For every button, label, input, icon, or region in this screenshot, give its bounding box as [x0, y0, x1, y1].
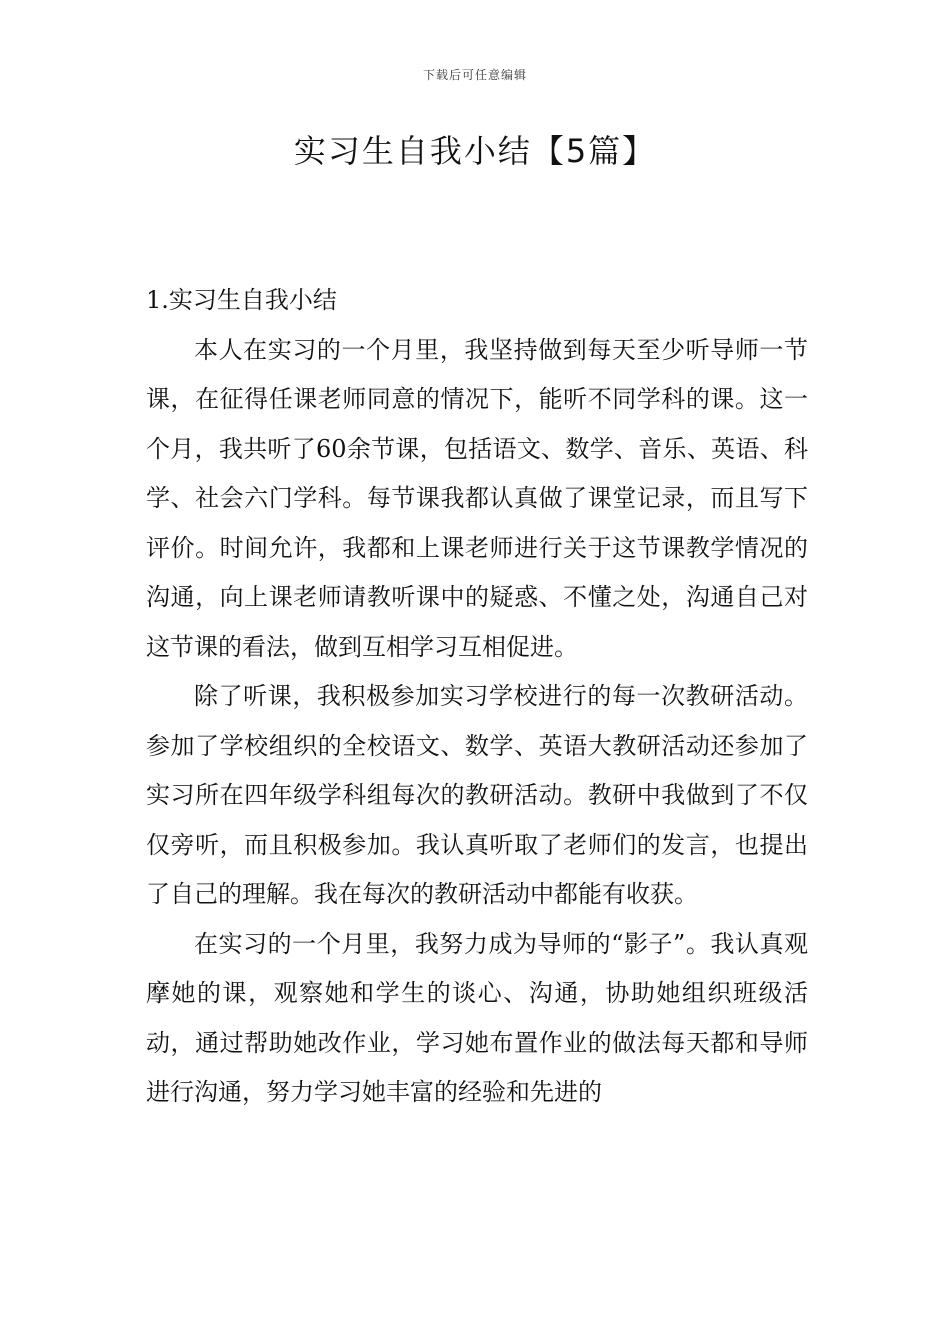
document-title: 实习生自我小结【5篇】 [293, 132, 657, 170]
paragraph-1: 本人在实习的一个月里，我坚持做到每天至少听导师一节课，在征得任课老师同意的情况下，能听不同学科的课。这一个月，我共听了60余节课，包括语文、数学、音乐、英语、科学、社会六门学科。每节课我都认真做了课堂记录，而且写下评价。时间允许，我都和上课老师进行关于这节课教学情况的沟通，向上课老师请教听课中的疑惑、不懂之处，沟通自己对这节课的看法，做到互相学习互相促进。 [146, 335, 808, 661]
document-body [146, 276, 808, 1118]
section-heading: 1.实习生自我小结 [146, 286, 337, 314]
header-note: 下载后可任意编辑 [422, 68, 527, 82]
paragraph-3: 在实习的一个月里，我努力成为导师的“影子”。我认真观摩她的课，观察她和学生的谈心、沟通，协助她组织班级活动，通过帮助她改作业，学习她布置作业的做法每天都和导师进行沟通，努力学习她丰富的经验和先进的 [146, 929, 808, 1106]
paragraph-2: 除了听课，我积极参加实习学校进行的每一次教研活动。参加了学校组织的全校语文、数学、英语大教研活动还参加了实习所在四年级学科组每次的教研活动。教研中我做到了不仅仅旁听，而且积极参加。我认真听取了老师们的发言，也提出了自己的理解。我在每次的教研活动中都能有收获。 [146, 682, 808, 908]
